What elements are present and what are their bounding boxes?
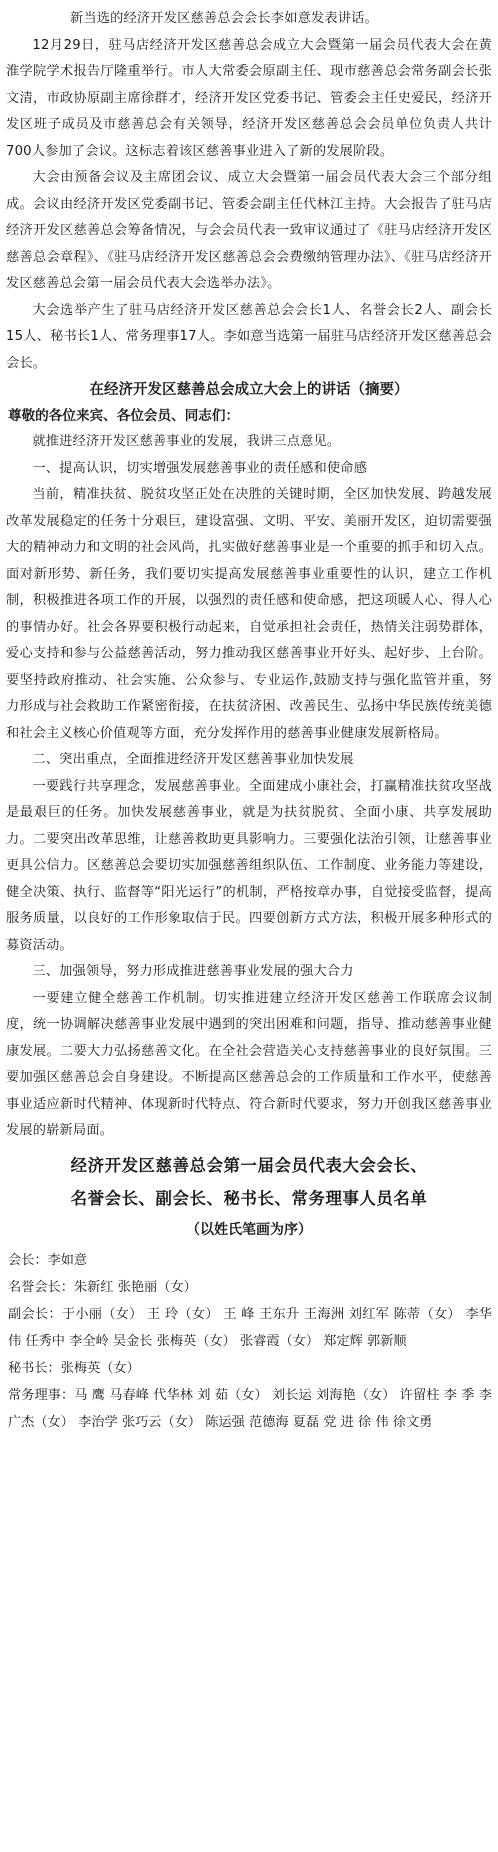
speech-point-3-heading: 三、加强领导，努力形成推进慈善事业发展的强大合力 (32, 964, 354, 979)
roster-title-line-1: 经济开发区慈善总会第一届会员代表大会会长、 (70, 1155, 428, 1175)
roster-secretary-general: 秘书长：张梅英（女） (8, 1360, 140, 1376)
speech-title: 在经济开发区慈善总会成立大会上的讲话（摘要） (89, 381, 409, 398)
speech-point-2-body: 一要践行共享理念，发展慈善事业。全面建成小康社会，打赢精准扶贫攻坚战是最艰巨的任务。加快发展慈善事业，就是为扶贫脱贫、全面小康、共享发展助力。二要突出改革思维，让慈善救助更具影响力。三要强化法治引领，让慈善事业更具公信力。区慈善总会要切实加强慈善组织队伍、工作制度、业务能力等建设，健全决策、执行、监督等“阳光运行”的机制，严格按章办事，自觉接受监督，提高服务质量，以良好的工作形象取信于民。四要创新方式方法，积极开展多种形式的募资活动。 (6, 778, 492, 953)
roster-president: 会长：李如意 (8, 1252, 88, 1268)
roster-honorary-presidents: 名誉会长：朱新红 张艳丽（女） (8, 1279, 197, 1295)
roster-standing-directors: 常务理事：马 鹰 马春峰 代华林 刘 茹（女） 刘长运 刘海艳（女） 许留柱 李 季 李广杰（女） 李治学 张巧云（女） 陈运强 范德海 夏磊 党 进 徐 伟 徐文勇 (8, 1387, 492, 1430)
roster-title-line-2: 名誉会长、副会长、秘书长、常务理事人员名单 (70, 1188, 428, 1208)
article-page (0, 6, 498, 1852)
news-paragraph-3: 大会选举产生了驻马店经济开发区慈善总会会长1人、名誉会长2人、副会长15人、秘书长1人、常务理事17人。李如意当选第一届驻马店经济开发区慈善总会会长。 (6, 302, 492, 371)
roster-vice-presidents: 副会长：于小丽（女） 王 玲（女） 王 峰 王东升 王海洲 刘红军 陈蒂（女） 李华伟 任秀中 李全岭 吴金长 张梅英（女） 张睿霞（女） 郑定辉 郭新顺 (8, 1306, 492, 1349)
news-paragraph-1: 12月29日，驻马店经济开发区慈善总会成立大会暨第一届会员代表大会在黄淮学院学术报告厅隆重举行。市人大常委会原副主任、现市慈善总会常务副会长张文清，市政协原副主席徐群才，经济开发区党委书记、管委会主任史爱民，经济开发区班子成员及市慈善总会有关领导，经济开发区慈善总会会员单位负责人共计700人参加了会议。这标志着该区慈善事业进入了新的发展阶段。 (6, 37, 492, 159)
roster-subtitle: （以姓氏笔画为序） (186, 1221, 312, 1238)
speech-salutation: 尊敬的各位来宾、各位会员、同志们： (8, 408, 240, 424)
speech-point-2-heading: 二、突出重点，全面推进经济开发区慈善事业加快发展 (32, 752, 354, 767)
speech-point-3-body: 一要建立健全慈善工作机制。切实推进建立经济开发区慈善工作联席会议制度，统一协调解决慈善事业发展中遇到的突出困难和问题，指导、推动慈善事业健康发展。二要大力弘扬慈善文化。在全社会营造关心支持慈善事业的良好氛围。三要加强区慈善总会自身建设。不断提高区慈善总会的工作质量和工作水平，使慈善事业适应新时代精神、体现新时代特点、符合新时代要求，努力开创我区慈善事业发展的崭新局面。 (6, 990, 492, 1138)
photo-caption: 新当选的经济开发区慈善总会会长李如意发表讲话。 (70, 11, 378, 26)
speech-intro: 就推进经济开发区慈善事业的发展，我讲三点意见。 (32, 434, 341, 449)
news-paragraph-2: 大会由预备会议及主席团会议、成立大会暨第一届会员代表大会三个部分组成。会议由经济开发区党委副书记、管委会副主任代林江主持。大会报告了驻马店经济开发区慈善总会筹备情况，与会会员代表一致审议通过了《驻马店经济开发区慈善总会章程》、《驻马店经济开发区慈善总会会费缴纳管理办法》、《驻马店经济开发区慈善总会第一届会员代表大会选举办法》。 (6, 170, 492, 291)
speech-point-1-body: 当前，精准扶贫、脱贫攻坚正处在决胜的关键时期，全区加快发展、跨越发展改革发展稳定的任务十分艰巨，建设富强、文明、平安、美丽开发区，迫切需要强大的精神动力和文明的社会风尚，扎实做好慈善事业是一个重要的抓手和切入点。面对新形势、新任务，我们要切实提高发展慈善事业重要性的认识，建立工作机制，积极推进各项工作的开展，以强烈的责任感和使命感，把这项暖人心、得人心的事情办好。社会各界要积极行动起来，自觉承担社会责任，热情关注弱势群体，爱心支持和参与公益慈善活动，努力推动我区慈善事业开好头、起好步、上台阶。要坚持政府推动、社会实施、公众参与、专业运作,鼓励支持与强化监管并重，努力形成与社会救助工作紧密衔接，在扶贫济困、改善民生、弘扬中华民族传统美德和社会主义核心价值观等方面，充分发挥作用的慈善事业健康发展新格局。 (6, 487, 492, 741)
speech-point-1-heading: 一、提高认识，切实增强发展慈善事业的责任感和使命感 (32, 460, 368, 476)
